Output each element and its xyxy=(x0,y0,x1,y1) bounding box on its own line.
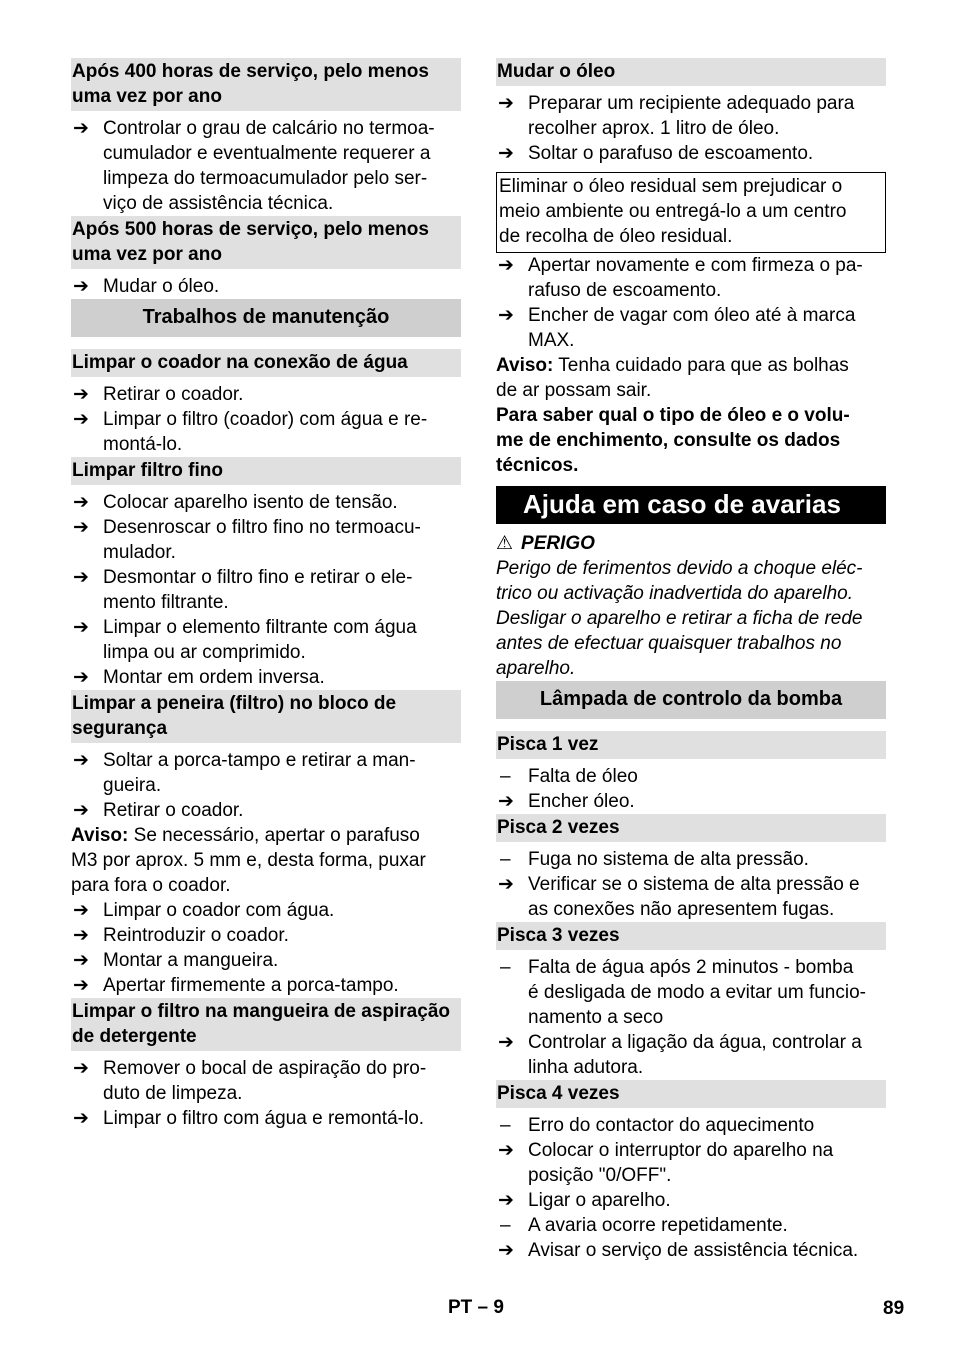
instruction-item xyxy=(496,1238,886,1263)
danger-label: PERIGO xyxy=(521,533,595,554)
text-line: Limpar o filtro com água e remontá-lo. xyxy=(103,1108,425,1129)
notice-text: Se necessário, apertar o parafuso xyxy=(128,825,420,846)
dash-icon: – xyxy=(500,1215,511,1236)
arrow-right-icon: ➔ xyxy=(498,791,514,812)
text-line: Perigo de ferimentos devido a choque eléc- xyxy=(496,558,863,579)
text-line: Falta de água após 2 minutos - bomba xyxy=(528,957,854,978)
text-line: aparelho. xyxy=(496,658,576,679)
danger-heading xyxy=(496,531,886,556)
instruction-item xyxy=(71,973,461,998)
arrow-right-icon: ➔ xyxy=(498,255,514,276)
notice-label: Aviso: xyxy=(71,825,129,846)
text-line: antes de efectuar quaisquer trabalhos no xyxy=(496,633,842,654)
instruction-item xyxy=(71,898,461,923)
fault-item xyxy=(496,1113,886,1138)
arrow-right-icon: ➔ xyxy=(73,1108,89,1129)
notice-text: Tenha cuidado para que as bolhas xyxy=(553,355,849,376)
text-line: gueira. xyxy=(103,775,162,796)
arrow-right-icon: ➔ xyxy=(498,874,514,895)
text-line: Desenroscar o filtro fino no termoacu- xyxy=(103,517,421,538)
dash-icon: – xyxy=(500,957,511,978)
text-line: me de enchimento, consulte os dados xyxy=(496,430,841,451)
arrow-right-icon: ➔ xyxy=(498,1190,514,1211)
text-line: duto de limpeza. xyxy=(103,1083,243,1104)
text-line: Limpar o elemento filtrante com água xyxy=(103,617,417,638)
instruction-item xyxy=(71,748,461,798)
arrow-right-icon: ➔ xyxy=(73,409,89,430)
text-line: cumulador e eventualmente requerer a xyxy=(103,143,431,164)
text-line: Mudar o óleo. xyxy=(103,276,220,297)
text-line: Erro do contactor do aquecimento xyxy=(528,1115,815,1136)
text-line: rafuso de escoamento. xyxy=(528,280,722,301)
text-line: namento a seco xyxy=(528,1007,664,1028)
text-line: montá-lo. xyxy=(103,434,183,455)
instruction-item xyxy=(71,116,461,216)
text-line: A avaria ocorre repetidamente. xyxy=(528,1215,788,1236)
arrow-right-icon: ➔ xyxy=(73,667,89,688)
instruction-item xyxy=(71,274,461,299)
note-box xyxy=(496,172,886,253)
arrow-right-icon: ➔ xyxy=(73,517,89,538)
text-line: Controlar o grau de calcário no termoa- xyxy=(103,118,435,139)
instruction-item xyxy=(496,1138,886,1188)
footer-page-number: 89 xyxy=(883,1298,905,1319)
instruction-item xyxy=(71,798,461,823)
text-line: Colocar aparelho isento de tensão. xyxy=(103,492,398,513)
warning-triangle-icon: ⚠ xyxy=(496,533,514,554)
text-line: Reintroduzir o coador. xyxy=(103,925,289,946)
text-line: Soltar a porca-tampo e retirar a man- xyxy=(103,750,416,771)
dash-icon: – xyxy=(500,849,511,870)
subheading: Após 500 horas de serviço, pelo menos uma vez por ano xyxy=(71,216,461,269)
text-line: viço de assistência técnica. xyxy=(103,193,334,214)
dash-icon: – xyxy=(500,1115,511,1136)
text-line: posição "0/OFF". xyxy=(528,1165,672,1186)
arrow-right-icon: ➔ xyxy=(73,800,89,821)
text-line: mulador. xyxy=(103,542,176,563)
text-line: Falta de óleo xyxy=(528,766,638,787)
text-line: Verificar se o sistema de alta pressão e xyxy=(528,874,860,895)
arrow-right-icon: ➔ xyxy=(498,93,514,114)
arrow-right-icon: ➔ xyxy=(73,492,89,513)
subheading: Limpar filtro fino xyxy=(71,457,461,485)
instruction-item xyxy=(71,515,461,565)
text-line: de recolha de óleo residual. xyxy=(499,226,733,247)
instruction-item xyxy=(71,1106,461,1131)
text-line: Montar a mangueira. xyxy=(103,950,279,971)
section-heading: Trabalhos de manutenção xyxy=(71,299,461,337)
subheading: Pisca 3 vezes xyxy=(496,922,886,950)
subheading: Pisca 4 vezes xyxy=(496,1080,886,1108)
text-line: limpeza do termoacumulador pelo ser- xyxy=(103,168,428,189)
text-line: as conexões não apresentem fugas. xyxy=(528,899,835,920)
text-line: Eliminar o óleo residual sem prejudicar o xyxy=(499,176,843,197)
text-line: Apertar firmemente a porca-tampo. xyxy=(103,975,399,996)
text-line: Desmontar o filtro fino e retirar o ele- xyxy=(103,567,413,588)
instruction-item xyxy=(71,565,461,615)
arrow-right-icon: ➔ xyxy=(73,384,89,405)
text-line xyxy=(71,823,461,848)
arrow-right-icon: ➔ xyxy=(498,1032,514,1053)
text-line: Retirar o coador. xyxy=(103,384,244,405)
text-line: Controlar a ligação da água, controlar a xyxy=(528,1032,862,1053)
arrow-right-icon: ➔ xyxy=(73,617,89,638)
section-heading: Lâmpada de controlo da bomba xyxy=(496,681,886,719)
text-line: técnicos. xyxy=(496,455,579,476)
notice-paragraph xyxy=(71,823,461,898)
arrow-right-icon: ➔ xyxy=(498,1140,514,1161)
arrow-right-icon: ➔ xyxy=(498,305,514,326)
text-line: trico ou activação inadvertida do aparelho. xyxy=(496,583,854,604)
text-line: recolher aprox. 1 litro de óleo. xyxy=(528,118,780,139)
arrow-right-icon: ➔ xyxy=(73,900,89,921)
subheading: Após 400 horas de serviço, pelo menos uma vez por ano xyxy=(71,58,461,111)
arrow-right-icon: ➔ xyxy=(73,975,89,996)
bold-paragraph xyxy=(496,403,886,478)
arrow-right-icon: ➔ xyxy=(73,950,89,971)
text-line: Retirar o coador. xyxy=(103,800,244,821)
text-line: linha adutora. xyxy=(528,1057,644,1078)
instruction-item xyxy=(71,382,461,407)
instruction-item xyxy=(496,91,886,141)
instruction-item xyxy=(496,253,886,303)
danger-text xyxy=(496,556,886,681)
fault-item xyxy=(496,1213,886,1238)
subheading: Limpar a peneira (filtro) no bloco de segurança xyxy=(71,690,461,743)
text-line: Desligar o aparelho e retirar a ficha de rede xyxy=(496,608,863,629)
instruction-item xyxy=(496,789,886,814)
text-line: Avisar o serviço de assistência técnica. xyxy=(528,1240,859,1261)
text-line: para fora o coador. xyxy=(71,875,231,896)
arrow-right-icon: ➔ xyxy=(73,925,89,946)
text-line xyxy=(496,353,886,378)
text-line: Encher de vagar com óleo até à marca xyxy=(528,305,856,326)
instruction-item xyxy=(496,1188,886,1213)
subheading: Pisca 1 vez xyxy=(496,731,886,759)
subheading: Limpar o coador na conexão de água xyxy=(71,349,461,377)
text-line: Apertar novamente e com firmeza o pa- xyxy=(528,255,863,276)
subheading: Mudar o óleo xyxy=(496,58,886,86)
arrow-right-icon: ➔ xyxy=(73,276,89,297)
text-line: mento filtrante. xyxy=(103,592,229,613)
footer-section-label: PT – 9 xyxy=(448,1297,504,1318)
text-line: Fuga no sistema de alta pressão. xyxy=(528,849,809,870)
text-line: limpa ou ar comprimido. xyxy=(103,642,306,663)
arrow-right-icon: ➔ xyxy=(498,143,514,164)
chapter-title: Ajuda em caso de avarias xyxy=(496,486,886,524)
fault-item xyxy=(496,847,886,872)
text-line: Preparar um recipiente adequado para xyxy=(528,93,855,114)
text-line: é desligada de modo a evitar um funcio- xyxy=(528,982,866,1003)
subheading: Pisca 2 vezes xyxy=(496,814,886,842)
dash-icon: – xyxy=(500,766,511,787)
instruction-item xyxy=(71,665,461,690)
arrow-right-icon: ➔ xyxy=(73,567,89,588)
subheading: Limpar o filtro na mangueira de aspiração de detergente xyxy=(71,998,461,1051)
instruction-item xyxy=(71,923,461,948)
arrow-right-icon: ➔ xyxy=(498,1240,514,1261)
text-line: Colocar o interruptor do aparelho na xyxy=(528,1140,834,1161)
instruction-item xyxy=(496,141,886,166)
instruction-item xyxy=(71,407,461,457)
instruction-item xyxy=(496,872,886,922)
text-line: Montar em ordem inversa. xyxy=(103,667,325,688)
text-line: Remover o bocal de aspiração do pro- xyxy=(103,1058,427,1079)
text-line: de ar possam sair. xyxy=(496,380,652,401)
instruction-item xyxy=(496,1030,886,1080)
text-line: Limpar o coador com água. xyxy=(103,900,335,921)
instruction-item xyxy=(71,490,461,515)
text-line: Para saber qual o tipo de óleo e o volu- xyxy=(496,405,850,426)
arrow-right-icon: ➔ xyxy=(73,750,89,771)
text-line: Ligar o aparelho. xyxy=(528,1190,671,1211)
left-column xyxy=(71,58,461,1131)
instruction-item xyxy=(71,948,461,973)
text-line: M3 por aprox. 5 mm e, desta forma, puxar xyxy=(71,850,426,871)
instruction-item xyxy=(71,1056,461,1106)
right-column xyxy=(496,58,886,1263)
instruction-item xyxy=(496,303,886,353)
arrow-right-icon: ➔ xyxy=(73,118,89,139)
instruction-item xyxy=(71,615,461,665)
notice-paragraph xyxy=(496,353,886,403)
text-line: MAX. xyxy=(528,330,575,351)
notice-label: Aviso: xyxy=(496,355,554,376)
arrow-right-icon: ➔ xyxy=(73,1058,89,1079)
text-line: Limpar o filtro (coador) com água e re- xyxy=(103,409,428,430)
text-line: Encher óleo. xyxy=(528,791,635,812)
fault-item xyxy=(496,764,886,789)
text-line: Soltar o parafuso de escoamento. xyxy=(528,143,814,164)
text-line: meio ambiente ou entregá-lo a um centro xyxy=(499,201,847,222)
fault-item xyxy=(496,955,886,1030)
